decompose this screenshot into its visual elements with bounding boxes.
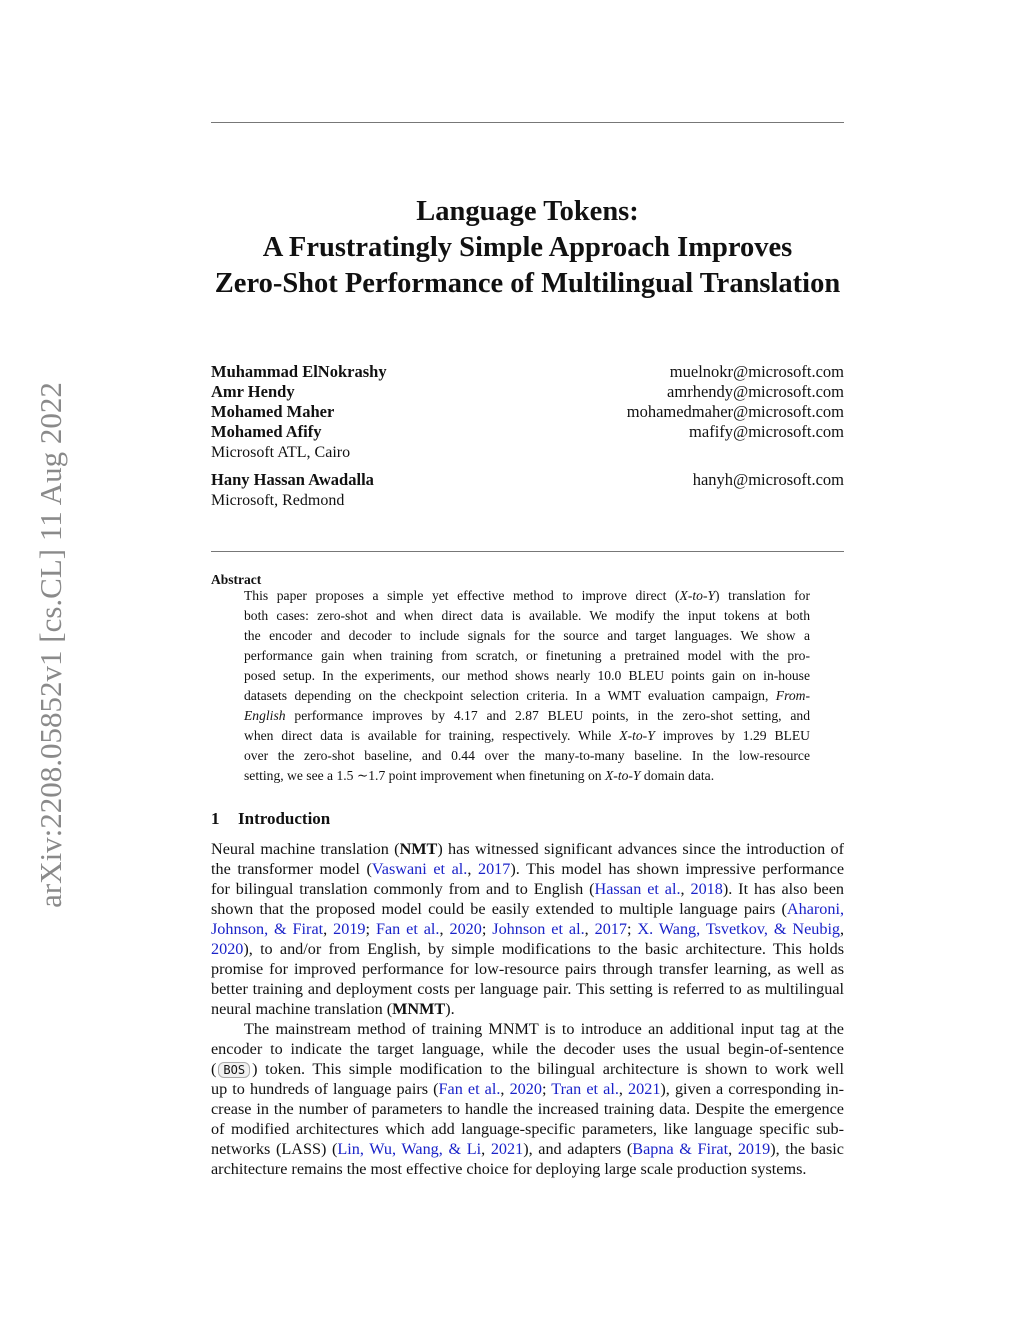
- abstract-line: setting, we see a 1.5 ∼1.7 point improvement when finetuning on X-to-Y domain data.: [244, 768, 715, 783]
- citation-link[interactable]: Johnson, & Firat: [211, 920, 324, 938]
- citation-year-link[interactable]: 2017: [594, 920, 627, 938]
- citation-link[interactable]: Fan et al.: [375, 920, 440, 938]
- citation-year-link[interactable]: 2019: [333, 920, 366, 938]
- arxiv-identifier: arXiv:2208.05852v1 [cs.CL] 11 Aug 2022: [33, 382, 68, 908]
- body-line: 2020), to and/or from English, by simple modifications to the basic architecture. This holds: [211, 940, 844, 958]
- section-number: 1: [211, 809, 220, 828]
- body-line: the transformer model (Vaswani et al., 2017). This model has shown impressive performance: [211, 860, 845, 878]
- body-line: up to hundreds of language pairs (Fan et al., 2020; Tran et al., 2021), given a corresponding in-: [211, 1080, 844, 1098]
- body-line: of modified architectures which add language-specific parameters, like language specific sub-: [211, 1120, 844, 1138]
- body-line: networks (LASS) (Lin, Wu, Wang, & Li, 2021), and adapters (Bapna & Firat, 2019), the basic: [211, 1140, 844, 1158]
- top-rule: [211, 122, 844, 123]
- introduction-body: [211, 839, 844, 1179]
- body-line: shown that the proposed model could be easily extended to multiple language pairs (Aharoni,: [211, 900, 844, 918]
- citation-link[interactable]: Lin, Wu, Wang, & Li: [337, 1140, 482, 1158]
- section-heading: [211, 808, 330, 830]
- body-line: for bilingual translation commonly from and to English (Hassan et al., 2018). It has also been: [211, 880, 845, 898]
- author-name: Hany Hassan Awadalla: [211, 470, 374, 489]
- abstract-line: datasets depending on the checkpoint selection criteria. In a WMT evaluation campaign, From-: [244, 688, 810, 703]
- abstract-body: [244, 586, 810, 786]
- citation-year-link[interactable]: 2020: [449, 920, 482, 938]
- abstract-label: Abstract: [211, 572, 262, 587]
- body-line: ( BOS ) token. This simple modification to the bilingual architecture is shown to work well: [211, 1060, 844, 1078]
- citation-link[interactable]: Bapna & Firat: [632, 1140, 729, 1158]
- abstract-line: over the zero-shot baseline, and 0.44 over the many-to-many baseline. In the low-resource: [244, 748, 810, 763]
- citation-link[interactable]: Aharoni,: [786, 900, 844, 918]
- author-row: [211, 362, 844, 382]
- abstract-line: This paper proposes a simple yet effective method to improve direct (X-to-Y) translation for: [244, 588, 810, 603]
- citation-link[interactable]: Johnson et al.: [492, 920, 585, 938]
- citation-year-link[interactable]: 2021: [490, 1140, 524, 1158]
- abstract-line: posed setup. In the experiments, our method shows nearly 10.0 BLEU points gain on in-house: [244, 668, 810, 683]
- body-line: neural machine translation (MNMT).: [211, 1000, 455, 1018]
- paper-title: [180, 194, 875, 302]
- body-line: Johnson, & Firat, 2019; Fan et al., 2020; Johnson et al., 2017; X. Wang, Tsvetkov, & Neubig,: [211, 920, 845, 938]
- author-row: [211, 402, 844, 422]
- citation-year-link[interactable]: 2017: [477, 860, 511, 878]
- citation-link[interactable]: Vaswani et al.: [371, 860, 468, 878]
- body-line: crease in the number of parameters to handle the increased training data. Despite the emergence: [211, 1100, 844, 1118]
- affiliation-cairo: Microsoft ATL, Cairo: [211, 444, 351, 461]
- body-line: Neural machine translation (NMT) has witnessed significant advances since the introduction of: [211, 840, 845, 858]
- author-row: [211, 382, 844, 402]
- citation-link[interactable]: Hassan et al.: [594, 880, 681, 898]
- body-line: The mainstream method of training MNMT is to introduce an additional input tag at the: [244, 1020, 844, 1038]
- author-row: [211, 470, 844, 490]
- author-name: Muhammad ElNokrashy: [211, 362, 387, 381]
- body-line: encoder to indicate the target language, while the decoder uses the usual begin-of-sentence: [211, 1040, 844, 1058]
- abstract-line: when direct data is available for training, respectively. While X-to-Y improves by 1.29 BLEU: [244, 728, 810, 743]
- title-line-3: Zero-Shot Performance of Multilingual Translation: [214, 268, 841, 299]
- citation-link[interactable]: Fan et al.: [438, 1080, 501, 1098]
- citation-link[interactable]: Tran et al.: [551, 1080, 619, 1098]
- title-line-2: A Frustratingly Simple Approach Improves: [262, 232, 793, 263]
- author-name: Mohamed Maher: [211, 402, 335, 421]
- author-email[interactable]: muelnokr@microsoft.com: [669, 362, 844, 381]
- citation-year-link[interactable]: 2019: [737, 1140, 771, 1158]
- citation-year-link[interactable]: 2021: [628, 1080, 661, 1098]
- body-line: better training and deployment costs per language pair. This setting is referred to as multilingual: [211, 980, 844, 998]
- author-email[interactable]: amrhendy@microsoft.com: [667, 382, 844, 401]
- author-email[interactable]: mafify@microsoft.com: [689, 422, 844, 441]
- title-line-1: Language Tokens:: [416, 196, 639, 227]
- body-line: promise for improved performance for low-resource pairs through transfer learning, as well as: [211, 960, 844, 978]
- author-email[interactable]: hanyh@microsoft.com: [692, 470, 844, 489]
- citation-year-link[interactable]: 2020: [211, 940, 244, 958]
- body-line: architecture remains the most effective choice for deploying large scale production systems.: [211, 1160, 807, 1178]
- abstract-line: both cases: zero-shot and when direct data is available. We modify the input tokens at both: [244, 608, 810, 623]
- author-name: Mohamed Afify: [211, 422, 322, 441]
- citation-link[interactable]: X. Wang, Tsvetkov, & Neubig: [637, 920, 841, 938]
- abstract-line: English performance improves by 4.17 and 2.87 BLEU points, in the zero-shot setting, and: [244, 708, 810, 723]
- author-name: Amr Hendy: [211, 382, 295, 401]
- author-row: [211, 422, 844, 442]
- abstract-line: performance gain when training from scratch, or finetuning a pretrained model with the pro-: [244, 648, 810, 663]
- citation-year-link[interactable]: 2020: [509, 1080, 542, 1098]
- abstract-line: the encoder and decoder to include signals for the source and target languages. We show a: [244, 628, 810, 643]
- section-title: Introduction: [238, 809, 331, 828]
- citation-year-link[interactable]: 2018: [690, 880, 723, 898]
- bottom-rule: [211, 551, 844, 552]
- author-email[interactable]: mohamedmaher@microsoft.com: [626, 402, 844, 421]
- bos-token: BOS: [218, 1062, 250, 1078]
- affiliation-redmond: Microsoft, Redmond: [211, 492, 345, 509]
